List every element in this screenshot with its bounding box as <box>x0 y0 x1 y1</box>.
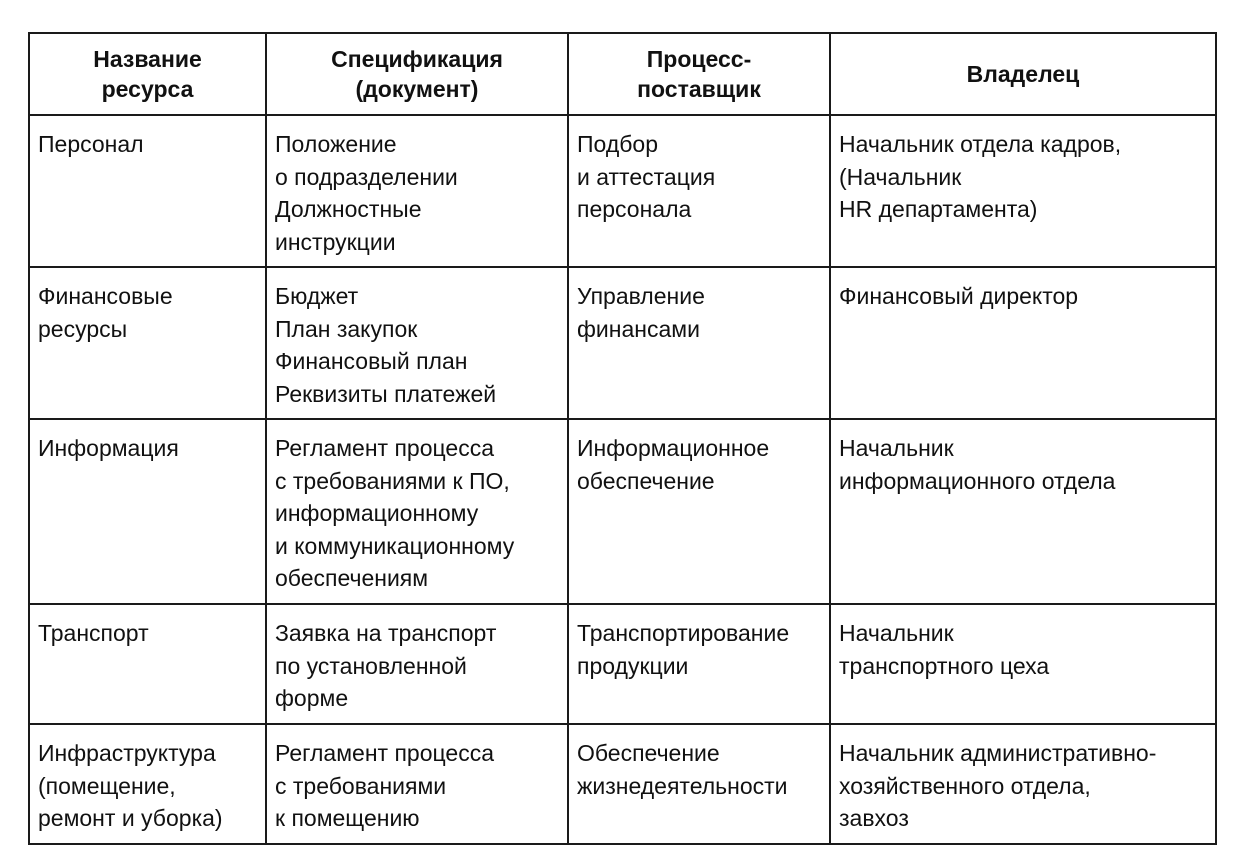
table-header-row <box>29 33 1216 115</box>
cell-line: с требованиями <box>275 772 447 799</box>
header-line: (документ) <box>355 76 479 102</box>
cell-line: Начальник отдела кадров, <box>839 131 1122 157</box>
cell-resource-name <box>29 604 266 724</box>
cell-line: инструкции <box>275 228 396 255</box>
cell-supplier-process <box>568 724 830 844</box>
header-owner <box>830 33 1216 115</box>
header-line: Владелец <box>966 61 1080 87</box>
cell-supplier-process <box>568 115 830 267</box>
header-supplier-process <box>568 33 830 115</box>
cell-line: Подбор <box>577 131 658 157</box>
cell-line: Финансовые <box>38 283 173 309</box>
cell-line: ресурсы <box>38 315 128 342</box>
header-line: Название <box>93 46 202 72</box>
cell-line: хозяйственного отдела, <box>839 772 1091 799</box>
table-row <box>29 115 1216 267</box>
cell-resource-name <box>29 419 266 604</box>
cell-line: Инфраструктура <box>38 740 216 766</box>
cell-owner <box>830 419 1216 604</box>
cell-specification <box>266 419 568 604</box>
cell-owner <box>830 267 1216 419</box>
cell-line: HR департамента) <box>839 196 1038 222</box>
cell-line: Управление <box>577 283 705 309</box>
cell-line: и аттестация <box>577 163 716 190</box>
cell-line: Начальник <box>839 435 954 461</box>
cell-resource-name <box>29 115 266 267</box>
table-row <box>29 419 1216 604</box>
cell-line: информационного отдела <box>839 467 1116 494</box>
cell-line: Финансовый директор <box>839 283 1079 309</box>
cell-line: жизнедеятельности <box>577 772 788 799</box>
cell-specification <box>266 115 568 267</box>
resource-table <box>28 32 1217 845</box>
cell-line: Обеспечение <box>577 740 720 766</box>
header-specification <box>266 33 568 115</box>
table-row <box>29 604 1216 724</box>
cell-line: Начальник административно- <box>839 740 1157 766</box>
cell-line: информационному <box>275 500 479 526</box>
cell-line: транспортного цеха <box>839 652 1050 679</box>
cell-line: Персонал <box>38 131 144 157</box>
cell-line: Реквизиты платежей <box>275 380 497 407</box>
cell-resource-name <box>29 724 266 844</box>
header-resource-name <box>29 33 266 115</box>
cell-line: (помещение, <box>38 772 176 799</box>
cell-line: План закупок <box>275 315 418 342</box>
header-line: Спецификация <box>331 46 503 72</box>
cell-line: завхоз <box>839 805 909 831</box>
cell-line: Положение <box>275 131 397 157</box>
cell-line: ремонт и уборка) <box>38 805 223 831</box>
cell-line: Транспортирование <box>577 620 790 646</box>
cell-owner <box>830 724 1216 844</box>
cell-owner <box>830 604 1216 724</box>
cell-line: Информационное <box>577 435 770 461</box>
cell-line: Начальник <box>839 620 954 646</box>
cell-supplier-process <box>568 604 830 724</box>
cell-line: Бюджет <box>275 283 359 309</box>
cell-specification <box>266 604 568 724</box>
cell-line: персонала <box>577 196 692 222</box>
cell-line: Финансовый план <box>275 348 468 374</box>
cell-owner <box>830 115 1216 267</box>
cell-line: обеспечение <box>577 467 715 494</box>
cell-line: по установленной <box>275 652 467 679</box>
cell-line: с требованиями к ПО, <box>275 467 510 494</box>
cell-line: финансами <box>577 315 700 342</box>
cell-line: Регламент процесса <box>275 740 494 766</box>
cell-line: к помещению <box>275 805 420 831</box>
cell-line: о подразделении <box>275 163 458 190</box>
cell-line: Должностные <box>275 196 422 222</box>
cell-resource-name <box>29 267 266 419</box>
cell-supplier-process <box>568 419 830 604</box>
header-line: Процесс- <box>646 46 752 72</box>
cell-line: обеспечениям <box>275 565 429 591</box>
cell-specification <box>266 267 568 419</box>
cell-line: форме <box>275 685 349 711</box>
table-row <box>29 724 1216 844</box>
header-line: поставщик <box>637 76 761 102</box>
cell-line: Транспорт <box>38 620 149 646</box>
table-row <box>29 267 1216 419</box>
cell-line: Заявка на транспорт <box>275 620 497 646</box>
header-line: ресурса <box>101 76 194 102</box>
cell-line: (Начальник <box>839 163 962 190</box>
cell-specification <box>266 724 568 844</box>
cell-line: и коммуникационному <box>275 532 515 559</box>
cell-line: Регламент процесса <box>275 435 494 461</box>
cell-line: продукции <box>577 652 689 679</box>
cell-line: Информация <box>38 435 179 461</box>
cell-supplier-process <box>568 267 830 419</box>
